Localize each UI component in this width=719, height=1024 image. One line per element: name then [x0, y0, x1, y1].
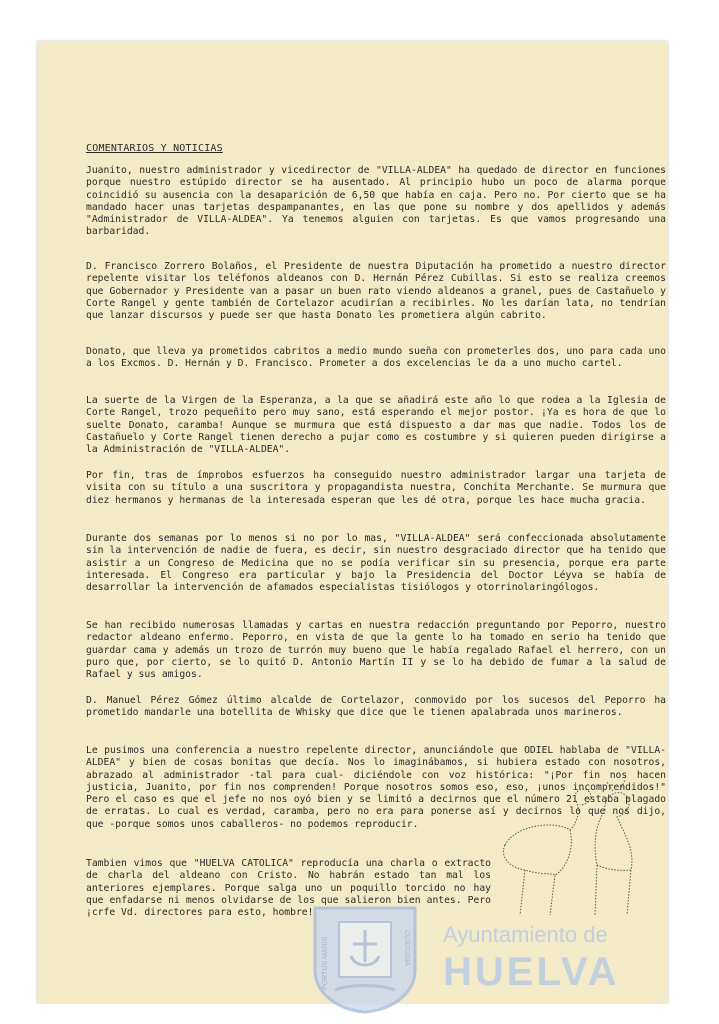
paragraph-7: Se han recibido numerosas llamadas y cartas en nuestra redacción preguntando por Peporro, nuestro redactor aldeano enfermo. Peporro, en vista de que la gente lo ha tomado en serio ha tenido que guardar cama y además un trozo de turrón muy bueno que le había regalado Rafael el herrero, con un puro que, por cierto, se lo quitó D. Antonio Martín II y se lo ha debido de fumar a la salud de Rafael y sus amigos. — [86, 620, 666, 681]
paragraph-1: Juanito, nuestro administrador y vicedirector de "VILLA-ALDEA" ha quedado de director en funciones porque nuestro estúpido director se ha ausentado. Al principio hubo un poco de alarma porque coincidió su ausencia con la desaparición de 6,50 que había en caja. Pero no. Por cierto que se ha mandado hacer unas tarjetas despampanantes, en las que pone su nombre y dos apellidos y además "Administrador de VILLA-ALDEA". Ya tenemos alguien con tarjetas. Es que vamos progresando una barbaridad. — [86, 165, 666, 238]
shield-text-left: PORTUS MARIS — [322, 936, 329, 990]
city-shield-icon — [305, 900, 425, 1015]
watermark — [305, 900, 685, 1010]
paragraph-8: D. Manuel Pérez Gómez último alcalde de Cortelazor, conmovido por los sucesos del Peporro ha prometido mandarle una botellita de Whisky que dice que le tienen apalabrada unos marineros. — [86, 695, 666, 719]
watermark-line-1: Ayuntamiento de — [443, 922, 608, 947]
paragraph-5: Por fin, tras de ímprobos esfuerzos ha conseguido nuestro administrador largar una tarjeta de visita con su título a una suscritora y propagandista nuestra, Conchita Merchante. Se murmura que diez hermanos y hermanas de la interesada esperan que les dé otra, porque les hace mucha gracia. — [86, 470, 666, 506]
paragraph-3: Donato, que lleva ya prometidos cabritos a medio mundo sueña con prometerles dos, uno para cada uno a los Excmos. D. Hernán y D. Francisco. Prometer a dos excelencias le da a uno mucho cartel. — [86, 346, 666, 370]
paragraph-4: La suerte de la Virgen de la Esperanza, a la que se añadirá este año lo que rodea a la Iglesia de Corte Rangel, trozo pequeñito pero muy sano, está esperando el mejor postor. ¡Ya es hora de que lo suelte Donato, caramba! Aunque se murmura que está dispuesto a dar mas que nadie. Todos los de Castañuelo y Corte Rangel tienen derecho a pujar como es costumbre y si quieren pueden dirigirse a la Administración de "VILLA-ALDEA". — [86, 395, 666, 456]
paragraph-9: Le pusimos una conferencia a nuestro repelente director, anunciándole que ODIEL hablaba de "VILLA-ALDEA" y bien de cosas bonitas que decía. Nos lo imaginábamos, si hubiera estado con nosotros, abrazado al administrador -tal para cual- diciéndole con voz histórica: "¡Por fin nos hacen justicia, Juanito, por fin nos comprenden! Porque nosotros somos eso, eso, ¡unos incomprendidos!" Pero el caso es que el jefe no nos oyó bien y se limitó a decirnos que el número 21 estaba plagado de erratas. Lo cual es verdad, caramba, pero no era para ponerse así y decirnos lo que nos dijo, que -porque somos unos caballeros- no podemos reproducir. — [86, 745, 666, 830]
shield-text-right: CUSTODIA — [403, 930, 410, 967]
watermark-line-2: HUELVA — [443, 950, 620, 994]
section-heading: COMENTARIOS Y NOTICIAS — [86, 143, 223, 154]
paragraph-10: Tambien vimos que "HUELVA CATOLICA" reproducía una charla o extracto de charla del aldeano con Cristo. No habrán estado tan mal los anteriores ejemplares. Porque salga uno un poquillo torcido no hay que enfadarse ni menos olvidarse de los que salieron bien antes. Pero ¡crfe Vd. directores para esto, hombre! — [86, 858, 491, 919]
paragraph-2: D. Francisco Zorrero Bolaños, el Presidente de nuestra Diputación ha prometido a nuestro director repelente visitar los teléfonos aldeanos con D. Hernán Pérez Cubillas. Si esto se realiza creemos que Gobernador y Presidente van a pasar un buen rato viendo aldeanos a granel, pues de Castañuelo y Corte Rangel y gente también de Cortelazor acudirían a recibirles. No les darían lata, no tendrían que lanzar discursos y puede ser que hasta Donato les prometiera algún cabrito. — [86, 261, 666, 322]
paragraph-6: Durante dos semanas por lo menos si no por lo mas, "VILLA-ALDEA" será confeccionada absolutamente sin la intervención de nadie de fuera, es decir, sin nuestro desgraciado director que ha tenido que asistir a un Congreso de Medicina que no se podía verificar sin su presencia, porque era parte interesada. El Congreso era particular y bajo la Presidencia del Doctor Léyva se había de desarrollar la intervención de afamados especialistas tisiólogos y otorrinolaringólogos. — [86, 533, 666, 594]
